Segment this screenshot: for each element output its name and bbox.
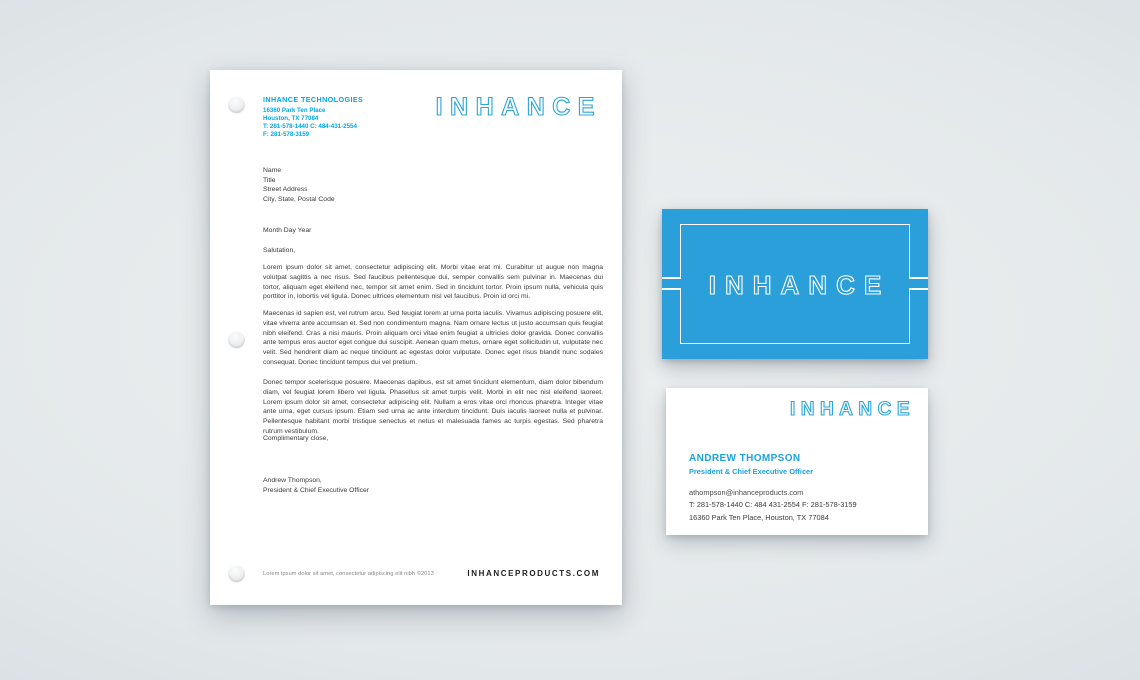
letter-paragraph: Maecenas id sapien est, vel rutrum arcu. Sed feugiat lorem at urna porta iaculis. Vivamus adipiscing posuere elit, vitae viverra ante accumsan et. Sed non condimentum magna. Nam ornare lectus ut justo accumsan quis feugiat nibh eleifend. Cras a nisi mauris. Proin aliquam orci vitae enim feugiat a ultricies dolor gravida. Donec convallis ante tempus eros auctor eget congue dui suscipit. Aenean quam metus, ornare eget sollicitudin ut, vulputate nec velit. Sed hendrerit diam ac neque tincidunt ac egestas dolor vulputate. Donec eget risus blandit nunc sodales consequat. Donec tincidunt tempus dui vel pretium. <box>263 310 603 366</box>
card-phone-numbers: T: 281-578-1440 C: 484 431-2554 F: 281-578-3159 <box>689 500 857 509</box>
company-name: INHANCE TECHNOLOGIES <box>263 95 364 104</box>
business-card-front <box>662 209 928 359</box>
card-person-title: President & Chief Executive Officer <box>689 467 814 476</box>
letterhead-page <box>210 70 622 605</box>
signature-title: President & Chief Executive Officer <box>263 486 370 494</box>
hole-punch-bottom <box>228 565 245 582</box>
letter-paragraph: Donec tempor scelerisque posuere. Maecenas dapibus, est sit amet tincidunt elementum, diam dolor bibendum diam, vel feugiat lorem libero vel ligula. Phasellus sit amet turpis velit. Morbi in elit nec nisl eleifend laoreet. Lorem ipsum dolor sit amet, consectetur adipiscing elit. Nullam a eros vitae orci rhoncus pharetra. Integer vitae ante urna, eget cursus ipsum. Etiam sed urna ac ante interdum tincidunt. Duis iaculis laoreet nulla et pulvinar. Pellentesque habitant morbi tristique senectus et netus et malesuada fames ac turpis egestas. Sed pharetra rutrum vestibulum. <box>263 379 603 435</box>
address-line: T: 281-578-1440 C: 484-431-2554 <box>263 122 357 130</box>
address-line: 16360 Park Ten Place <box>263 107 326 114</box>
letter-paragraph: Lorem ipsum dolor sit amet, consectetur adipiscing elit. Morbi vitae erat mi. Curabitur ut augue non magna volutpat sagittis a nec risus. Sed faucibus pellentesque dui, semper convallis sem pulvinar in. Maecenas dui tortor, aliquam eget eleifend nec, tempor sit amet enim. Sed in tincidunt tortor. Proin ipsum nulla, vehicula quis porttitor in, lobortis vel ligula. Donec ultrices elementum nisl vel faucibus. Proin id orci mi. <box>263 264 603 301</box>
address-line: F: 281-578-3159 <box>263 130 310 138</box>
letter-closing: Complimentary close, <box>263 435 329 442</box>
hole-punch-top <box>228 96 245 113</box>
recipient-block <box>263 166 335 205</box>
letterhead-header <box>263 95 363 139</box>
address-line: Houston, TX 77084 <box>263 114 319 122</box>
inhance-logo: INHANCE <box>435 93 602 121</box>
card-address: 16360 Park Ten Place, Houston, TX 77084 <box>689 513 829 522</box>
signature-block <box>263 476 369 496</box>
recipient-street: Street Address <box>263 186 308 194</box>
card-person-name: ANDREW THOMPSON <box>689 453 801 464</box>
business-card-back <box>666 388 928 535</box>
letter-salutation: Salutation, <box>263 247 296 254</box>
recipient-name: Name <box>263 167 282 174</box>
recipient-title: Title <box>263 176 276 184</box>
footer-legal-text: Lorem ipsum dolor sit amet, consectetur adipiscing elit nibh ©2013 <box>263 571 434 577</box>
footer-website: INHANCEPRODUCTS.COM <box>467 569 600 578</box>
recipient-city: City, State, Postal Code <box>263 196 335 204</box>
inhance-logo: INHANCE <box>789 399 915 420</box>
signature-name: Andrew Thompson, <box>263 477 322 484</box>
letter-date: Month Day Year <box>263 227 312 234</box>
hole-punch-middle <box>228 331 245 348</box>
card-email: athompson@inhanceproducts.com <box>689 488 804 497</box>
inhance-logo: INHANCE <box>708 270 891 300</box>
